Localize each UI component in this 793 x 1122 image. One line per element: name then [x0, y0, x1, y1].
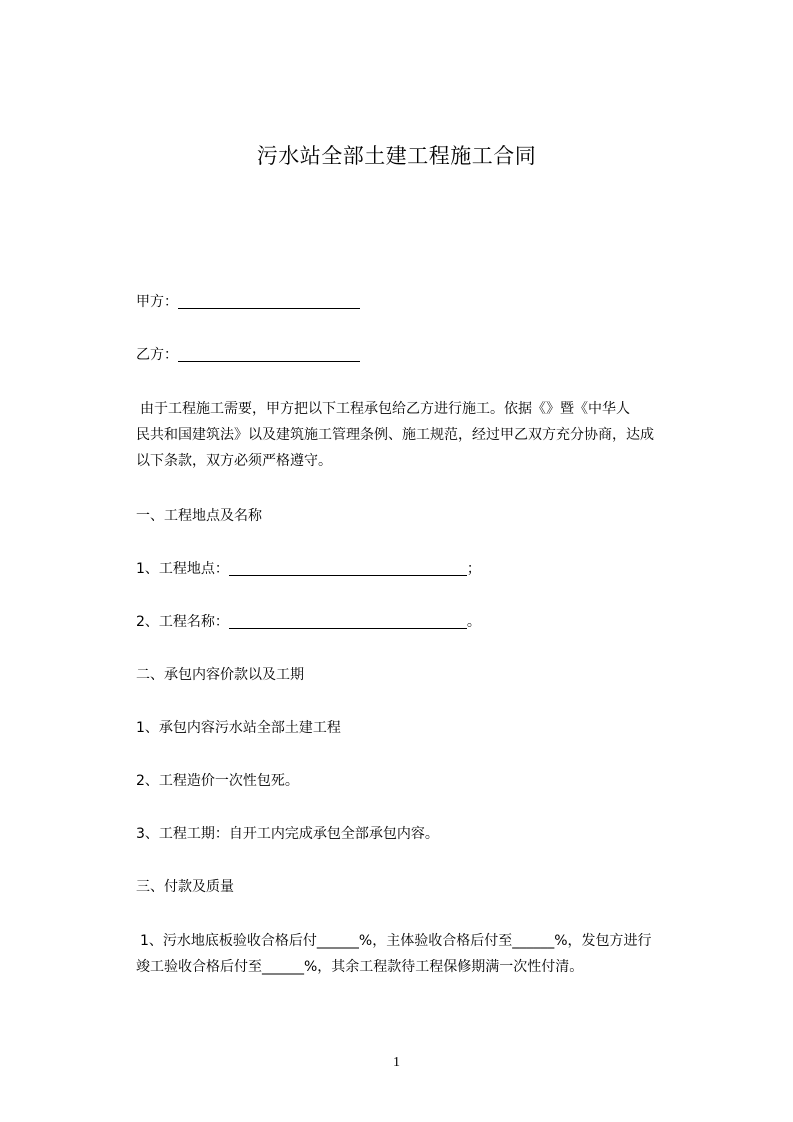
project-name-end-mark: 。	[466, 614, 481, 630]
location-blank	[229, 560, 467, 576]
section-1-item-2	[136, 612, 481, 632]
location-end-mark: ；	[466, 561, 481, 577]
intro-line-2: 民共和国建筑法》以及建筑施工管理条例、施工规范，经过甲乙双方充分协商，达成	[136, 427, 654, 443]
party-b-line	[136, 345, 360, 365]
intro-paragraph	[136, 396, 714, 474]
project-name-blank	[229, 613, 467, 629]
intro-line-3: 以下条款，双方必须严格遵守。	[136, 453, 332, 469]
intro-line-1: 由于工程施工需要，甲方把以下工程承包给乙方进行施工。依据《》暨《中华人	[140, 401, 630, 417]
section-2-item-2: 2、工程造价一次性包死。	[136, 773, 299, 789]
section-2-item-1: 1、承包内容污水站全部土建工程	[136, 720, 341, 736]
party-b-blank	[178, 346, 360, 362]
document-title: 污水站全部土建工程施工合同	[256, 144, 537, 168]
section-2-heading: 二、承包内容价款以及工期	[136, 667, 304, 683]
party-a-blank	[178, 293, 360, 309]
section-2-item-3: 3、工程工期：自开工内完成承包全部承包内容。	[136, 826, 439, 842]
party-a-line	[136, 292, 360, 312]
section-1-item-1	[136, 559, 481, 579]
page-number: 1	[393, 1055, 400, 1070]
payment-line-2: 竣工验收合格后付至______%，其余工程款待工程保修期满一次性付清。	[136, 959, 584, 975]
section-1-heading: 一、工程地点及名称	[136, 508, 262, 524]
project-name-label: 2、工程名称：	[136, 614, 229, 630]
party-a-label: 甲方：	[136, 294, 178, 310]
location-label: 1、工程地点：	[136, 561, 229, 577]
section-3-item-1	[136, 928, 714, 980]
party-b-label: 乙方：	[136, 347, 178, 363]
payment-line-1: 1、污水地底板验收合格后付______%，主体验收合格后付至______%，发包方进行	[140, 933, 652, 949]
section-3-heading: 三、付款及质量	[136, 879, 234, 895]
